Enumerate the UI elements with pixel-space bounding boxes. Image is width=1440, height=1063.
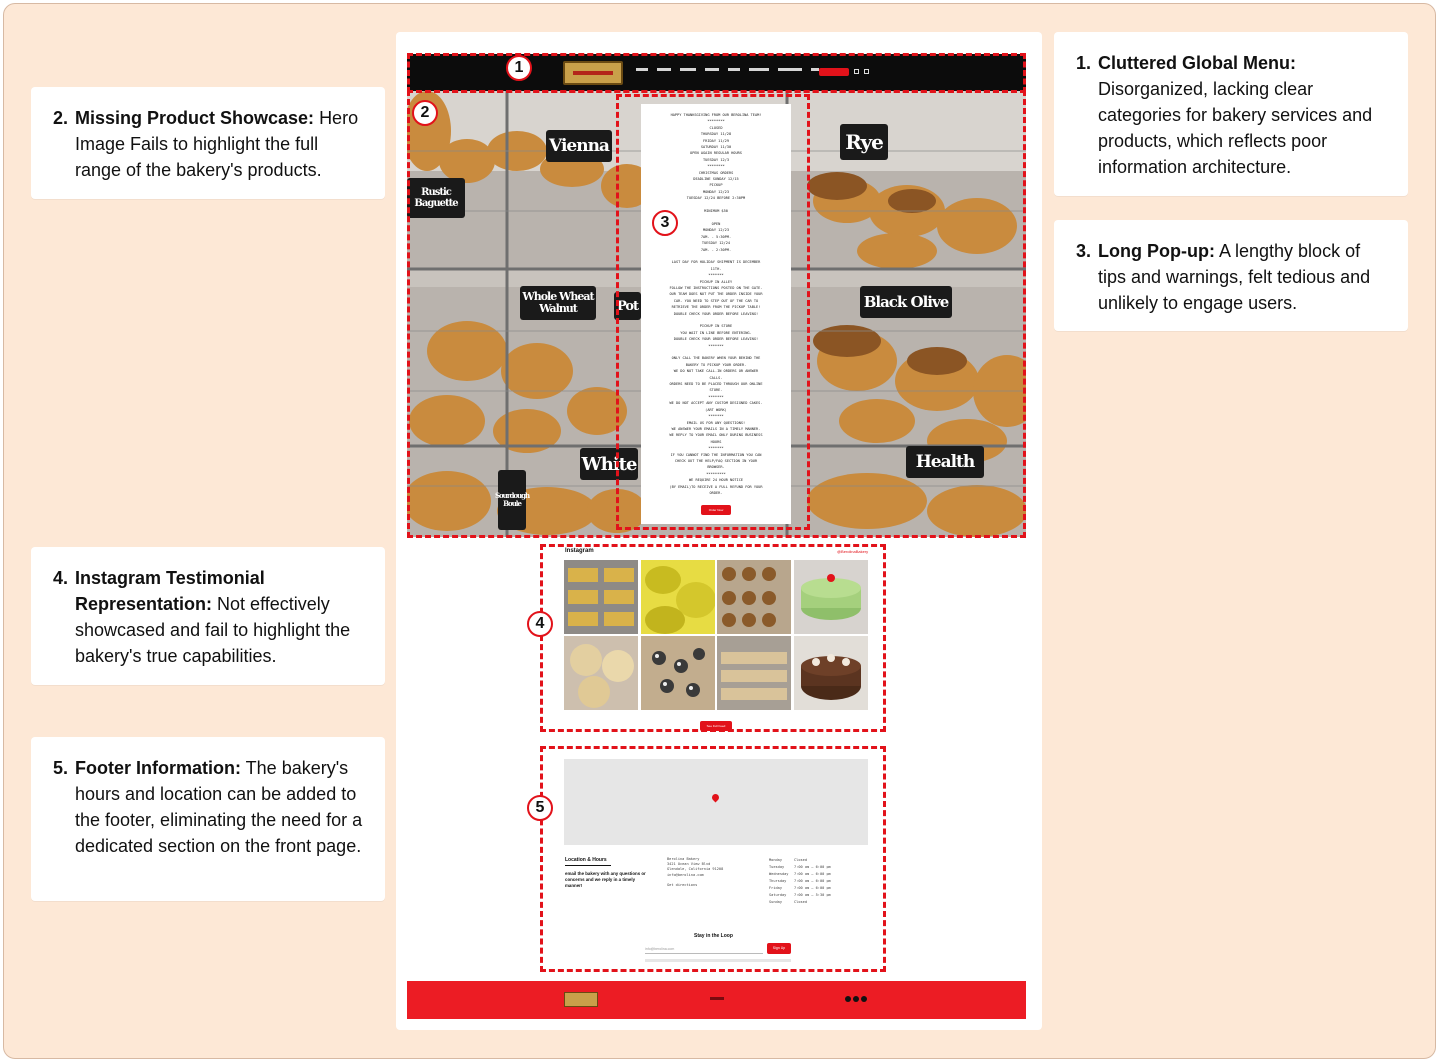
popup-line: CHECK OUT THE HELP/FAQ SECTION IN YOUR bbox=[674, 458, 758, 463]
note-number: 1. bbox=[1076, 53, 1092, 73]
footer-logo[interactable] bbox=[564, 992, 598, 1007]
popup-line: ORDER. bbox=[709, 490, 723, 495]
hours-row: Friday 7:00 am – 6:00 pm bbox=[769, 886, 831, 890]
note-footer-info bbox=[31, 737, 385, 901]
sign-black-olive: Black Olive bbox=[860, 286, 952, 318]
popup-line: RETRIEVE THE ORDER FROM THE PICKUP TABLE! bbox=[671, 305, 761, 310]
popup-line: CAR. YOU NEED TO STEP OUT OF THE CAR TO bbox=[673, 298, 759, 303]
note-text: Hero Image Fails to highlight the full range of the bakery's products. bbox=[75, 108, 359, 180]
see-full-feed-button[interactable]: See Full Feed bbox=[700, 721, 732, 731]
sign-sourdough-boule: Sourdough Boule bbox=[498, 470, 526, 530]
annotation-badge: 1 bbox=[506, 55, 532, 81]
popup-line: EMAIL US FOR ANY QUESTIONS! bbox=[686, 420, 746, 425]
site-footer bbox=[407, 981, 1026, 1019]
hours-row: Thursday 7:00 am – 6:00 pm bbox=[769, 879, 831, 883]
yelp-icon[interactable] bbox=[861, 996, 867, 1002]
popup-line: ORDERS NEED TO BE PLACED THROUGH OUR ONLINE bbox=[669, 382, 763, 387]
popup-line: ******* bbox=[708, 273, 724, 278]
annotation-badge: 3 bbox=[652, 210, 678, 236]
note-number: 2. bbox=[53, 108, 69, 128]
annotation-box-popup bbox=[616, 94, 810, 530]
facebook-icon[interactable] bbox=[845, 996, 851, 1002]
instagram-icon[interactable] bbox=[853, 996, 859, 1002]
popup-line: PICKUP bbox=[709, 183, 723, 188]
location-title: Location & Hours bbox=[565, 857, 607, 863]
popup-line: 7AM. - 5:30PM. bbox=[700, 234, 732, 239]
note-number: 5. bbox=[53, 758, 69, 778]
popup-order-button[interactable]: Order Now bbox=[701, 505, 731, 515]
location-text: email the bakery with any questions or concerns and we reply in a timely manner! bbox=[565, 871, 646, 888]
popup-line: (BY EMAIL)TO RECEIVE A FULL REFUND FOR YOUR bbox=[669, 484, 763, 489]
popup-line: WE DO NOT ACCEPT ANY CUSTOM DESIGNED CAKES. bbox=[669, 401, 763, 406]
popup-line: YOU WAIT IN LINE BEFORE ENTERING. bbox=[680, 330, 752, 335]
sign-vienna: Vienna bbox=[546, 130, 612, 162]
newsletter-title: Stay in the Loop bbox=[694, 933, 733, 939]
popup-line: HAPPY THANKSGIVING FROM OUR BEROLINA TEAM! bbox=[670, 113, 762, 117]
popup-line: PICKUP IN STORE bbox=[699, 324, 733, 329]
hours-row: Tuesday 7:00 am – 6:00 pm bbox=[769, 865, 831, 869]
note-text: The bakery's hours and location can be added to the footer, eliminating the need for a dedicated section on the front page. bbox=[75, 758, 363, 856]
popup-line: DEADLINE SUNDAY 12/15 bbox=[693, 177, 739, 182]
note-text: A lengthy block of tips and warnings, felt tedious and unlikely to engage users. bbox=[1098, 241, 1371, 313]
annotation-box-nav bbox=[407, 53, 1026, 93]
popup-line: DOUBLE CHECK YOUR ORDER BEFORE LEAVING! bbox=[673, 311, 759, 316]
popup-line: OPEN bbox=[711, 221, 721, 226]
note-title: Long Pop-up: bbox=[1098, 241, 1215, 261]
popup-line: ******* bbox=[708, 414, 724, 419]
popup-line: FRIDAY 11/29 bbox=[703, 138, 729, 143]
popup-line: DOUBLE CHECK YOUR ORDER BEFORE LEAVING! bbox=[673, 337, 759, 342]
popup-line: PICKUP IN ALLEY bbox=[699, 279, 733, 284]
popup-line: ******** bbox=[707, 164, 725, 169]
annotation-badge: 4 bbox=[527, 611, 553, 637]
popup-line: MONDAY 12/23 bbox=[703, 189, 729, 194]
note-title: Missing Product Showcase: bbox=[75, 108, 315, 128]
note-missing-showcase bbox=[31, 87, 385, 199]
note-instagram bbox=[31, 547, 385, 685]
hours-row: Saturday 7:00 am – 5:30 pm bbox=[769, 893, 831, 897]
popup-line: ******* bbox=[708, 446, 724, 451]
note-long-popup bbox=[1054, 220, 1408, 331]
popup-line: ******* bbox=[708, 394, 724, 399]
popup-line: ********* bbox=[706, 471, 726, 476]
popup-line: 7AM. - 2:30PM. bbox=[700, 247, 732, 252]
popup-line: WE REPLY TO YOUR EMAIL ONLY DURING BUSINESS bbox=[669, 433, 763, 438]
popup-line: HOURS bbox=[710, 439, 722, 444]
note-text: Not effectively showcased and fail to highlight the bakery's true capabilities. bbox=[75, 594, 351, 666]
popup-line: WE ANSWER YOUR EMAILS IN A TIMELY MANNER. bbox=[671, 426, 761, 431]
instagram-handle[interactable]: @BerolinaBakery bbox=[837, 549, 869, 554]
annotation-badge: 5 bbox=[527, 795, 553, 821]
note-text: Disorganized, lacking clear categories for bakery services and products, which reflects poor information architecture. bbox=[1098, 79, 1373, 177]
popup-line: MONDAY 12/23 bbox=[703, 228, 729, 233]
popup-line: IF YOU CANNOT FIND THE INFORMATION YOU CAN bbox=[670, 452, 762, 457]
popup-line: (ART WORK) bbox=[705, 407, 727, 412]
popup-line: WE DO NOT TAKE CALL-IN ORDERS OR ANSWER bbox=[673, 369, 759, 374]
hours-row: Sunday Closed bbox=[769, 900, 807, 904]
popup-line: TUESDAY 12/3 bbox=[703, 157, 729, 162]
sign-whole-wheat-walnut: Whole Wheat Walnut bbox=[520, 286, 596, 320]
annotation-badge: 2 bbox=[412, 100, 438, 126]
sign-rye: Rye bbox=[840, 124, 888, 160]
annotation-box-location bbox=[540, 746, 886, 972]
address-block: Berolina Bakery 3421 Ocean View Blvd Glendale, California 91208 info@berolina.com Get directions bbox=[667, 857, 724, 888]
popup-line: FOLLOW THE INSTRUCTIONS POSTED ON THE GATE. bbox=[669, 285, 763, 290]
popup-line: LAST DAY FOR HOLIDAY SHIPMENT IS DECEMBER bbox=[671, 260, 761, 265]
popup-line: BROWSER. bbox=[707, 465, 725, 470]
annotation-box-instagram bbox=[540, 544, 886, 732]
popup-line: SATURDAY 11/30 bbox=[700, 145, 732, 150]
popup-line: STORE. bbox=[709, 388, 723, 393]
popup-line: OUR TEAM DOES NOT PUT THE ORDER INSIDE YOUR bbox=[669, 292, 763, 297]
note-cluttered-menu bbox=[1054, 32, 1408, 196]
popup-line: CALLS. bbox=[709, 375, 723, 380]
popup-line: CLOSED bbox=[709, 125, 723, 130]
sign-pot: Pot bbox=[614, 292, 641, 320]
sign-up-button[interactable]: Sign Up bbox=[767, 943, 791, 954]
note-title: Cluttered Global Menu: bbox=[1098, 53, 1296, 73]
note-title: Footer Information: bbox=[75, 758, 241, 778]
newsletter-email-input[interactable]: info@berolina.com bbox=[645, 944, 763, 954]
popup-line: CHRISTMAS ORDERS bbox=[698, 170, 734, 175]
popup-line: ******** bbox=[707, 119, 725, 124]
hours-row: Monday Closed bbox=[769, 858, 807, 862]
footer-social-links bbox=[845, 996, 867, 1002]
note-title: Instagram Testimonial Representation: bbox=[75, 568, 265, 614]
footer-copyright bbox=[710, 997, 724, 1000]
popup-line: TUESDAY 12/24 BEFORE 2:30PM bbox=[686, 196, 746, 201]
popup-line: TUESDAY 12/24 bbox=[701, 241, 731, 246]
note-number: 4. bbox=[53, 568, 69, 588]
popup-line: WE REQUIRE 24 HOUR NOTICE bbox=[688, 478, 744, 483]
popup-line: THURSDAY 11/28 bbox=[700, 132, 732, 137]
hours-row: Wednesday 7:00 am – 6:00 pm bbox=[769, 872, 831, 876]
popup-line: ONLY CALL THE BAKERY WHEN YOUR BEHIND THE bbox=[671, 356, 761, 361]
popup-line: BAKERY TO PICKUP YOUR ORDER. bbox=[685, 362, 747, 367]
sign-health: Health bbox=[906, 446, 984, 478]
popup-line: 11TH. bbox=[710, 266, 722, 271]
instagram-title: Instagram bbox=[565, 548, 594, 554]
sign-white: White bbox=[580, 448, 638, 480]
sign-rustic-baguette: Rustic Baguette bbox=[407, 178, 465, 218]
popup-line: OPEN AGAIN REGULAR HOURS bbox=[690, 151, 742, 156]
popup-line: MINIMUM $50 bbox=[704, 209, 728, 214]
popup-line: ******* bbox=[708, 343, 724, 348]
note-number: 3. bbox=[1076, 241, 1092, 261]
